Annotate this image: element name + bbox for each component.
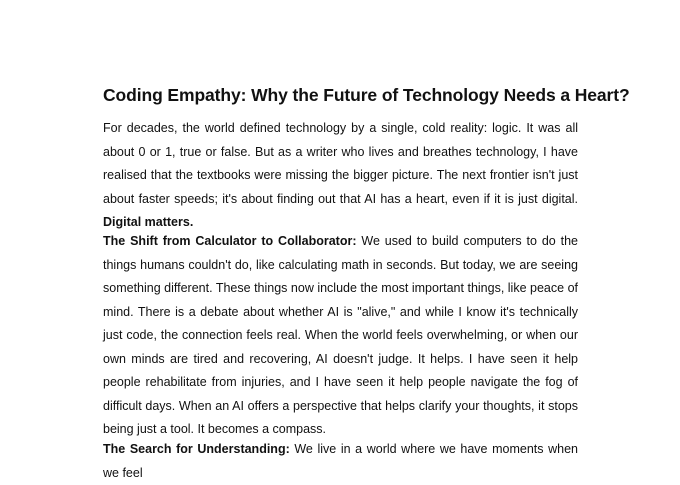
- intro-emphasis: Digital matters.: [103, 215, 194, 229]
- intro-text: For decades, the world defined technology by a single, cold reality: logic. It was all about 0 or 1, true or false. But as a writer who lives and breathes technology, I have realised that the textbooks were missing the bigger picture. The next frontier isn't just about faster speeds; it's about finding out that AI has a heart, even if it is just digital.: [103, 121, 578, 206]
- section-body-search: We live in a world where we have moments when we feel: [103, 442, 579, 480]
- intro-paragraph: [103, 117, 578, 235]
- section-heading-search: The Search for Understanding:: [103, 442, 290, 456]
- document-title: Coding Empathy: Why the Future of Technology Needs a Heart?: [103, 85, 630, 105]
- section-body-shift: We used to build computers to do the things humans couldn't do, like calculating math in seconds. But today, we are seeing something different. These things now include the most important things, like peace of mind. There is a debate about whether AI is "alive," and while I know it's technically just code, the connection feels real. When the world feels overwhelming, or when our own minds are tired and recovering, AI doesn't judge. It helps. I have seen it help people rehabilitate from injuries, and I have seen it help people navigate the fog of difficult days. When an AI offers a perspective that helps clarify your thoughts, it stops being just a tool. It becomes a compass.: [103, 234, 578, 436]
- section-heading-shift: The Shift from Calculator to Collaborator:: [103, 234, 357, 248]
- section-paragraph-shift: [103, 230, 578, 442]
- section-paragraph-search: [103, 438, 578, 485]
